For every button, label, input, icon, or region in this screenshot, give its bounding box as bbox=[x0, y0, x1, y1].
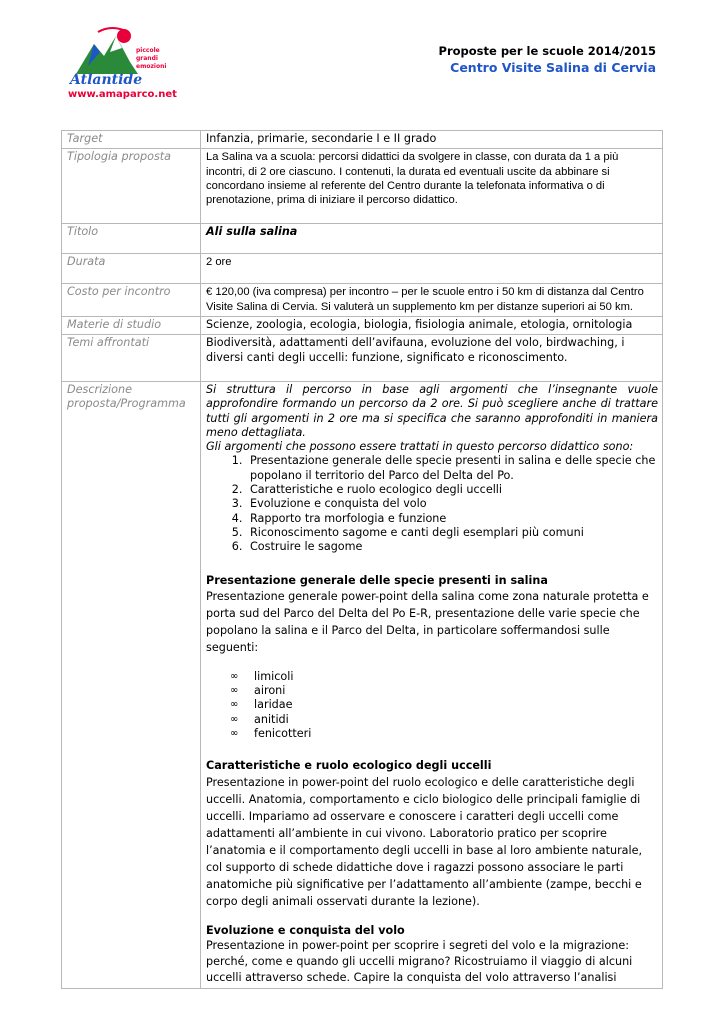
descrizione-intro: Si struttura il percorso in base agli argomenti che l’insegnante vuole approfondire formando un percorso da 2 ore. Si può scegliere anche di trattare tutti gli argomenti in 2 ore ma si specifica che saranno approfonditi in maniera meno dettagliata. bbox=[206, 382, 658, 439]
value-durata: 2 ore bbox=[201, 254, 663, 284]
value-tipologia-text: La Salina va a scuola: percorsi didattici da svolgere in classe, con durata da 1 a più incontri, di 2 ore ciascuno. I contenuti, la durata ed eventuali uscite da abbinare si concordano insieme al referente del Centro durante la telefonata informativa o di prenotazione, prima di iniziare il percorso didattico. bbox=[206, 151, 619, 207]
value-temi-text: Biodiversità, adattamenti dell’avifauna, evoluzione del volo, birdwaching, i diversi canti degli uccelli: funzione, significato e riconoscimento. bbox=[206, 336, 625, 364]
row-materie bbox=[62, 317, 663, 335]
row-costo bbox=[62, 284, 663, 317]
site-url[interactable]: www.amaparco.net bbox=[68, 89, 177, 100]
species-item: ∞ limicoli bbox=[230, 669, 294, 683]
topic-item: 3. Evoluzione e conquista del volo bbox=[246, 497, 658, 511]
label-temi: Temi affrontati bbox=[62, 335, 201, 382]
infinity-bullet-icon: ∞ bbox=[230, 713, 239, 725]
atlantide-logo bbox=[64, 22, 174, 88]
value-temi bbox=[201, 335, 663, 382]
label-descrizione-1: Descrizione bbox=[67, 382, 132, 396]
section3-text: Presentazione in power-point per scoprire i segreti del volo e la migrazione: perché, come e quando gli uccelli migrano? Ricostruiamo il viaggio di alcuni uccelli attraverso schede. Capire la conquista del volo attraverso l’analisi bbox=[206, 938, 633, 984]
section2-text: Presentazione in power-point del ruolo ecologico e delle caratteristiche degli uccelli. Anatomia, comportamento e ciclo biologico delle principali famiglie di uccelli. Impariamo ad osservare e conoscere i caratteri degli uccelli come adattamenti all’ambiente in cui vivono. Laboratorio pratico per scoprire l’anatomia e il comportamento degli uccelli in base al loro ambiente naturale, col supporto di schede didattiche dove i ragazzi possono associare le parti anatomiche più significative per l’adattamento all’ambiente (zampe, becchi e corpo degli animali osservati durante la lezione). bbox=[206, 775, 643, 908]
label-materie: Materie di studio bbox=[62, 317, 201, 335]
label-durata: Durata bbox=[62, 254, 201, 284]
topics-list bbox=[206, 454, 658, 554]
document-title: Proposte per le scuole 2014/2015 bbox=[438, 44, 656, 58]
infinity-bullet-icon: ∞ bbox=[230, 685, 239, 697]
section1-title: Presentazione generale delle specie presenti in salina bbox=[206, 573, 548, 587]
infinity-bullet-icon: ∞ bbox=[230, 699, 239, 711]
value-costo: € 120,00 (iva compresa) per incontro – per le scuole entro i 50 km di distanza dal Centro Visite Salina di Cervia. Si valuterà un supplemento km per distanze superiori ai 50 km. bbox=[201, 284, 663, 317]
section3-title: Evoluzione e conquista del volo bbox=[206, 923, 405, 937]
document-header bbox=[439, 44, 656, 75]
label-costo: Costo per incontro bbox=[62, 284, 201, 317]
topic-item: 2. Caratteristiche e ruolo ecologico degli uccelli bbox=[246, 483, 658, 497]
proposal-table bbox=[61, 130, 663, 989]
section1-text: Presentazione generale power-point della salina come zona naturale protetta e porta sud del Parco del Delta del Po E-R, presentazione delle varie specie che popolano la salina e il Parco del Delta, in particolare soffermandosi sulle seguenti: bbox=[206, 589, 649, 654]
row-descrizione bbox=[62, 381, 663, 988]
value-target: Infanzia, primarie, secondarie I e II grado bbox=[201, 131, 663, 149]
species-item: ∞ laridae bbox=[230, 698, 293, 712]
row-target bbox=[62, 131, 663, 149]
topic-item: 1. Presentazione generale delle specie presenti in salina e delle specie che popolano il territorio del Parco del Delta del Po. bbox=[246, 454, 658, 483]
label-descrizione-2: proposta/Programma bbox=[67, 397, 186, 411]
row-titolo bbox=[62, 224, 663, 254]
topic-item: 6. Costruire le sagome bbox=[246, 540, 658, 554]
infinity-bullet-icon: ∞ bbox=[230, 670, 239, 682]
row-durata bbox=[62, 254, 663, 284]
value-titolo: Ali sulla salina bbox=[201, 224, 663, 254]
svg-text:Atlantide: Atlantide bbox=[70, 72, 143, 88]
row-temi bbox=[62, 335, 663, 382]
document-subtitle: Centro Visite Salina di Cervia bbox=[450, 60, 656, 75]
label-target: Target bbox=[62, 131, 201, 149]
value-descrizione bbox=[201, 381, 663, 988]
topic-item: 5. Riconoscimento sagome e canti degli esemplari più comuni bbox=[246, 526, 658, 540]
topic-item: 4. Rapporto tra morfologia e funzione bbox=[246, 512, 658, 526]
label-descrizione bbox=[62, 381, 201, 988]
svg-text:piccole: piccole bbox=[136, 47, 160, 54]
value-materie: Scienze, zoologia, ecologia, biologia, fisiologia animale, etologia, ornitologia bbox=[201, 317, 663, 335]
svg-text:emozioni: emozioni bbox=[136, 63, 167, 70]
species-item: ∞ anitidi bbox=[230, 712, 289, 726]
infinity-bullet-icon: ∞ bbox=[230, 728, 239, 740]
species-item: ∞ aironi bbox=[230, 684, 286, 698]
descrizione-intro2: Gli argomenti che possono essere trattati in questo percorso didattico sono: bbox=[206, 440, 634, 454]
species-item: ∞ fenicotteri bbox=[230, 727, 312, 741]
row-tipologia bbox=[62, 149, 663, 224]
svg-text:grandi: grandi bbox=[136, 55, 158, 62]
value-tipologia bbox=[201, 149, 663, 224]
section2-title: Caratteristiche e ruolo ecologico degli uccelli bbox=[206, 759, 492, 773]
label-titolo: Titolo bbox=[62, 224, 201, 254]
label-tipologia: Tipologia proposta bbox=[62, 149, 201, 224]
species-list bbox=[206, 670, 658, 741]
